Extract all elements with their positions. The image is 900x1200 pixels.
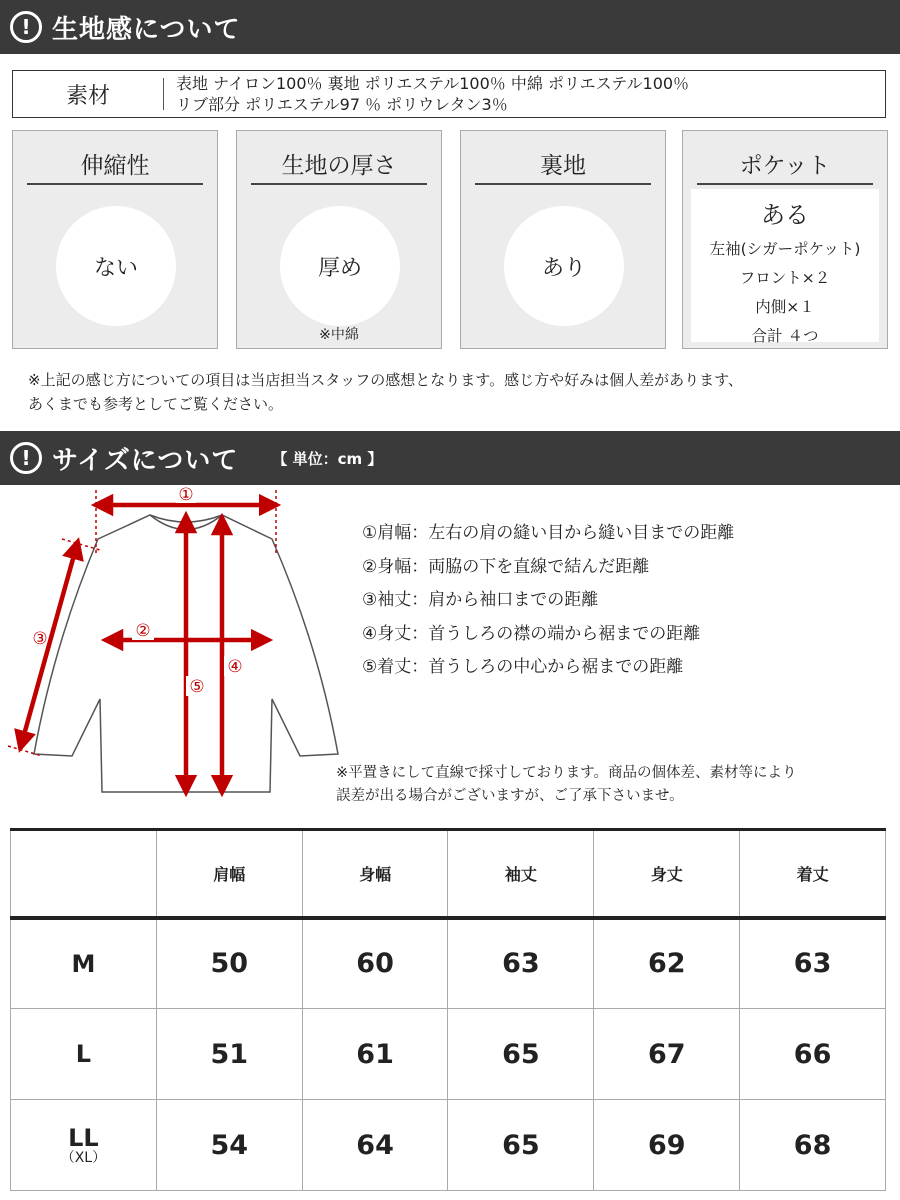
table-cell: 65 (448, 1009, 594, 1100)
divider (27, 183, 203, 185)
card-title: 裏地 (540, 153, 586, 179)
header-cell: 袖丈 (448, 830, 594, 918)
table-cell: 62 (594, 918, 740, 1009)
label-5: ⑤ (189, 677, 205, 697)
material-line: 表地 ナイロン100％ 裏地 ポリエステル100％ 中綿 ポリエステル100％ (176, 74, 690, 93)
definition-item: ③袖丈：肩から袖口までの距離 (362, 590, 599, 610)
section-header-size (0, 431, 900, 485)
label-1: ① (178, 485, 194, 505)
table-cell: 63 (740, 918, 886, 1009)
card-pocket (682, 130, 888, 349)
table-row (11, 1100, 886, 1191)
table-header-row (11, 830, 886, 918)
measurement-definitions (362, 518, 734, 686)
material-line: リブ部分 ポリエステル97 ％ ポリウレタン3％ (176, 95, 508, 114)
table-cell: 63 (448, 918, 594, 1009)
card-value: ある (761, 201, 809, 229)
size-name (11, 918, 157, 1009)
pocket-line: 内側×１ (755, 298, 815, 316)
label-2: ② (135, 621, 151, 641)
garment-diagram (0, 484, 350, 804)
table-cell: 64 (302, 1100, 448, 1191)
table-cell: 67 (594, 1009, 740, 1100)
header-cell: 肩幅 (156, 830, 302, 918)
definition-item: ⑤着丈：首うしろの中心から裾までの距離 (362, 657, 684, 677)
disclaimer-line: あくまでも参考としてご覧ください。 (28, 395, 284, 413)
card-thickness (236, 130, 442, 349)
card-note: ※中綿 (319, 327, 359, 343)
table-row (11, 1009, 886, 1100)
definition-item: ②身幅：両脇の下を直線で結んだ距離 (362, 556, 650, 577)
card-title: ポケット (739, 153, 831, 179)
note-line: ※平置きにして直線で採寸しております。商品の個体差、素材等により (336, 765, 797, 781)
card-title: 伸縮性 (80, 153, 150, 179)
table-cell: 50 (156, 918, 302, 1009)
exclamation-icon: ! (10, 442, 42, 474)
size-name (11, 1100, 157, 1191)
header-cell: 着丈 (740, 830, 886, 918)
size-name (11, 1009, 157, 1100)
pocket-line: 左袖(シガーポケット) (709, 240, 861, 258)
disclaimer (28, 368, 743, 416)
size-label: L (75, 1040, 92, 1068)
card-value: 厚め (280, 206, 400, 326)
card-value: ない (56, 206, 176, 326)
exclamation-icon: ! (10, 11, 42, 43)
table-cell: 51 (156, 1009, 302, 1100)
table-cell: 65 (448, 1100, 594, 1191)
section-title: サイズについて (52, 445, 239, 476)
table-cell: 69 (594, 1100, 740, 1191)
size-table (10, 828, 886, 1191)
size-label: M (71, 949, 96, 978)
divider (697, 183, 873, 185)
material-label: 素材 (65, 83, 110, 109)
divider (251, 183, 427, 185)
card-stretch (12, 130, 218, 349)
size-label: LL (68, 1124, 99, 1152)
note-line: 誤差が出る場合がございますが、ご了承下さいませ。 (336, 788, 684, 804)
measure-note (336, 762, 797, 808)
divider (475, 183, 651, 185)
table-row (11, 918, 886, 1009)
card-title: 生地の厚さ (281, 153, 397, 179)
definition-item: ④身丈：首うしろの襟の端から裾までの距離 (362, 623, 701, 644)
table-cell: 66 (740, 1009, 886, 1100)
material-row (12, 70, 886, 118)
size-sublabel: （XL） (60, 1150, 107, 1166)
disclaimer-line: ※上記の感じ方についての項目は当店担当スタッフの感想となります。感じ方や好みは個人差があります、 (28, 371, 743, 389)
unit-label: 【 単位：cm 】 (272, 449, 383, 468)
pocket-line: フロント×２ (739, 269, 831, 287)
card-value: あり (504, 206, 624, 326)
section-header-fabric (0, 0, 900, 54)
table-cell: 60 (302, 918, 448, 1009)
section-title: 生地感について (52, 14, 241, 45)
card-lining (460, 130, 666, 349)
pocket-line: 合計 ４つ (751, 327, 819, 345)
pocket-details (691, 189, 879, 345)
table-cell: 61 (302, 1009, 448, 1100)
label-3: ③ (32, 629, 48, 649)
header-cell: 身幅 (302, 830, 448, 918)
table-cell: 54 (156, 1100, 302, 1191)
material-value (164, 73, 689, 115)
label-4: ④ (227, 657, 243, 677)
table-cell: 68 (740, 1100, 886, 1191)
definition-item: ①肩幅：左右の肩の縫い目から縫い目までの距離 (362, 523, 735, 543)
header-cell: 身丈 (594, 830, 740, 918)
header-cell (11, 830, 157, 918)
